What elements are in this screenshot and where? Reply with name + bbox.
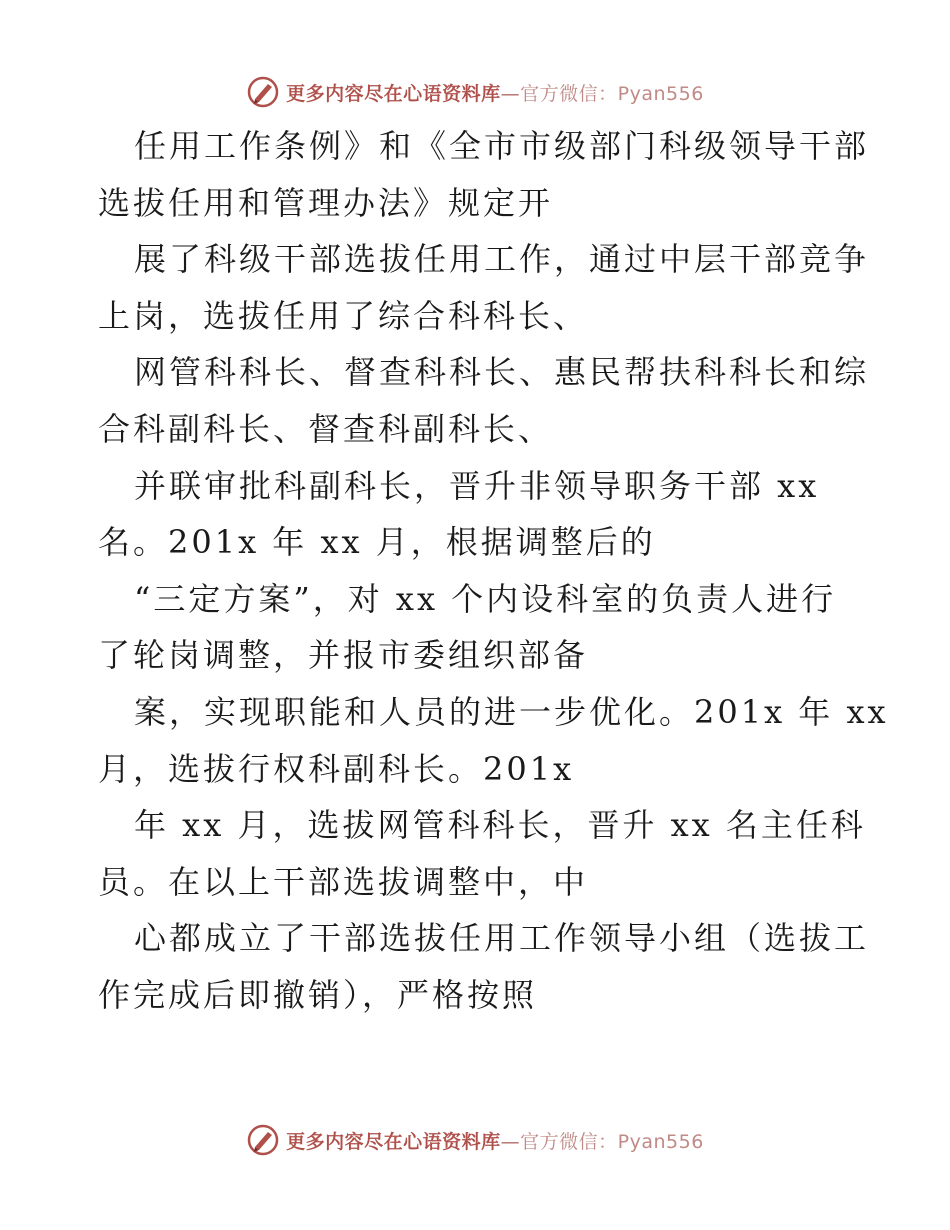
text-line: 案，实现职能和人员的进一步优化。201x 年 xx — [134, 692, 889, 731]
banner-wechat-text: 官方微信：Pyan556 — [520, 82, 704, 105]
footer-banner — [0, 1120, 950, 1160]
banner-wechat-text: 官方微信：Pyan556 — [520, 1130, 704, 1153]
pen-logo-icon — [246, 1123, 280, 1157]
text-line: 合科副科长、督查科副科长、 — [98, 409, 554, 448]
banner-main-text: 更多内容尽在心语资料库 — [286, 1130, 501, 1153]
document-body — [98, 118, 889, 1024]
banner-separator: — — [500, 1130, 521, 1153]
header-banner — [0, 72, 950, 112]
text-line: 网管科科长、督查科科长、惠民帮扶科科长和综 — [134, 353, 870, 392]
text-line: 并联审批科副科长，晋升非领导职务干部 xx — [134, 466, 820, 505]
text-line: 任用工作条例》和《全市市级部门科级领导干部 — [134, 127, 870, 165]
text-line: 名。201x 年 xx 月，根据调整后的 — [98, 523, 656, 562]
pen-logo-icon — [246, 75, 280, 109]
text-line: 月，选拔行权科副科长。201x — [98, 749, 575, 788]
text-line: 员。在以上干部选拔调整中，中 — [98, 862, 589, 901]
text-line: 年 xx 月，选拔网管科科长，晋升 xx 名主任科 — [134, 806, 866, 845]
banner-text — [286, 1127, 704, 1154]
text-line: 选拔任用和管理办法》规定开 — [98, 183, 554, 222]
banner-separator: — — [500, 82, 521, 105]
banner-main-text: 更多内容尽在心语资料库 — [286, 82, 501, 105]
text-line: 上岗，选拔任用了综合科科长、 — [98, 296, 589, 335]
text-line: 心都成立了干部选拔任用工作领导小组（选拔工 — [134, 919, 870, 958]
banner-text — [286, 79, 704, 106]
text-line: 作完成后即撤销），严格按照 — [98, 975, 538, 1014]
text-line: 了轮岗调整，并报市委组织部备 — [98, 636, 589, 675]
text-line: 展了科级干部选拔任用工作，通过中层干部竞争 — [134, 240, 870, 279]
text-line: “三定方案”，对 xx 个内设科室的负责人进行 — [134, 579, 837, 618]
